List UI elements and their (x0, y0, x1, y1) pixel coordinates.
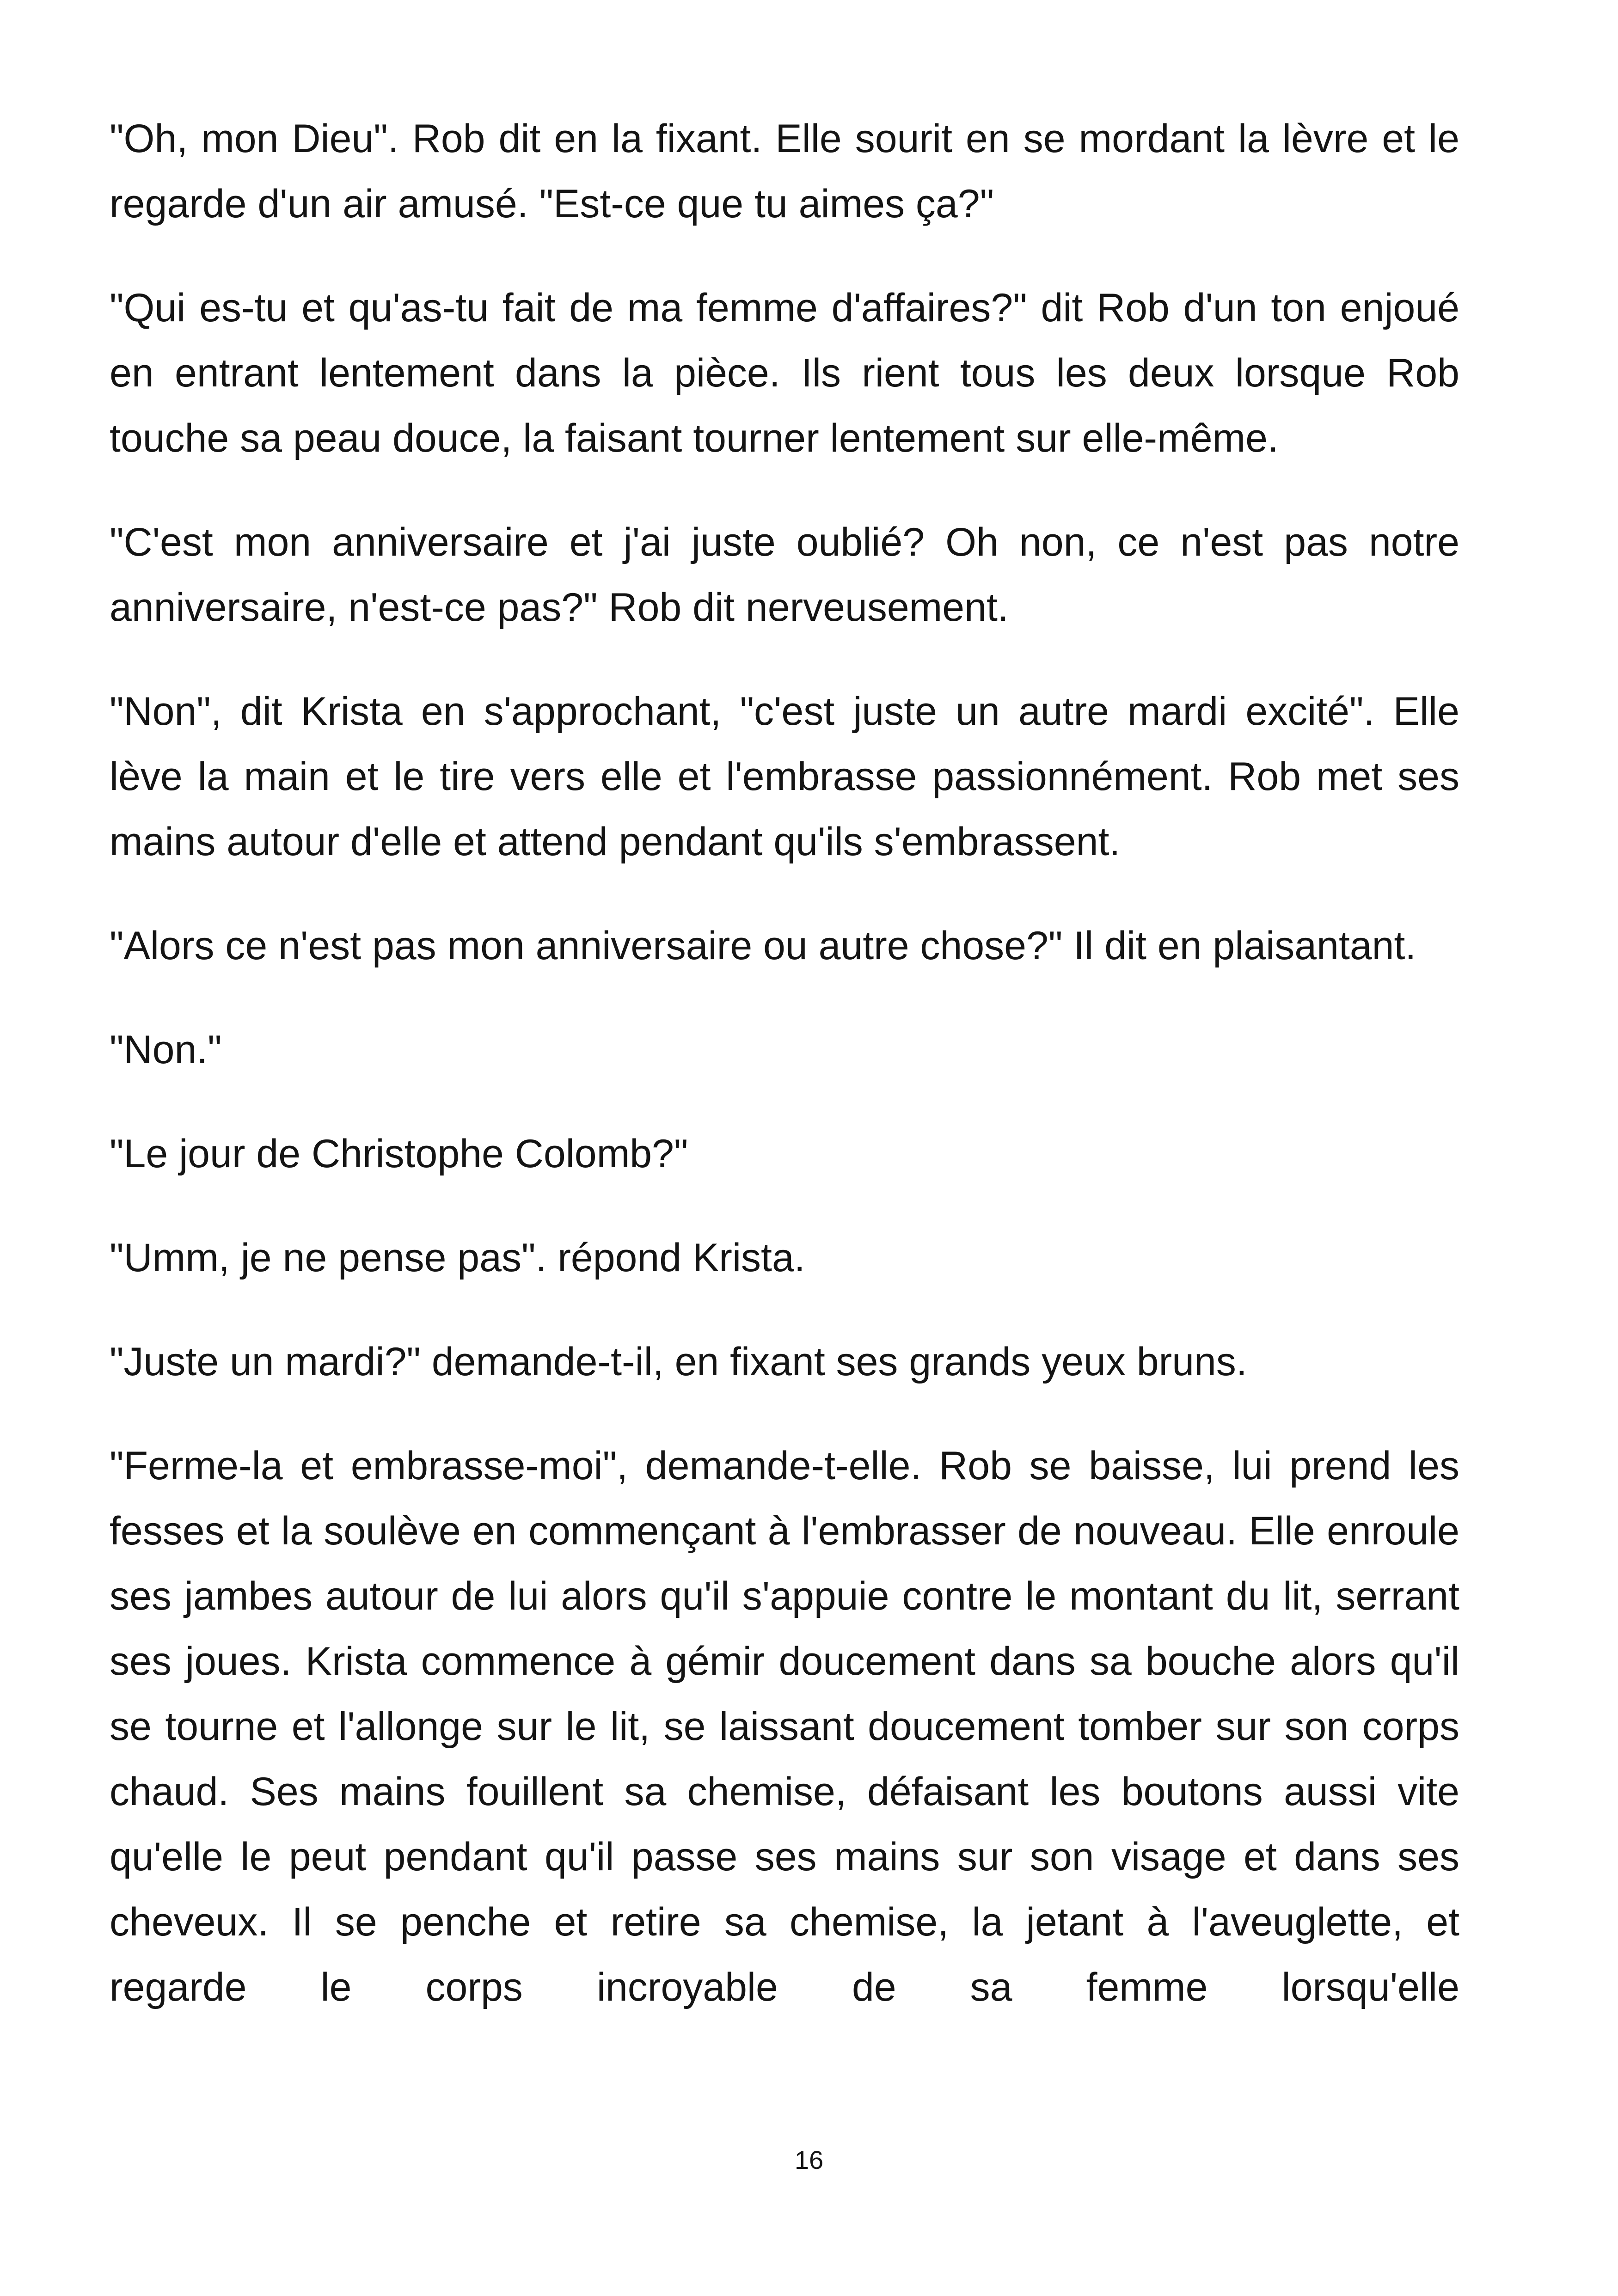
page-number: 16 (794, 2145, 824, 2174)
paragraph: "C'est mon anniversaire et j'ai juste oublié? Oh non, ce n'est pas notre anniversaire, n'est-ce pas?" Rob dit nerveusement. (110, 520, 1459, 630)
paragraph: "Non", dit Krista en s'approchant, "c'est juste un autre mardi excité". Elle lève la main et le tire vers elle et l'embrasse passionnément. Rob met ses mains autour d'elle et attend pendant qu'ils s'embrassent. (110, 689, 1459, 864)
body-text (110, 106, 1459, 2020)
paragraph: "Ferme-la et embrasse-moi", demande-t-elle. Rob se baisse, lui prend les fesses et la soulève en commençant à l'embrasser de nouveau. Elle enroule ses jambes autour de lui alors qu'il s'appuie contre le montant du lit, serrant ses joues. Krista commence à gémir doucement dans sa bouche alors qu'il se tourne et l'allonge sur le lit, se laissant doucement tomber sur son corps chaud. Ses mains fouillent sa chemise, défaisant les boutons aussi vite qu'elle le peut pendant qu'il passe ses mains sur son visage et dans ses cheveux. Il se penche et retire sa chemise, la jetant à l'aveuglette, et regarde le corps incroyable de sa femme lorsqu'elle (110, 1444, 1459, 2009)
paragraph: "Qui es-tu et qu'as-tu fait de ma femme d'affaires?" dit Rob d'un ton enjoué en entrant lentement dans la pièce. Ils rient tous les deux lorsque Rob touche sa peau douce, la faisant tourner lentement sur elle-même. (110, 286, 1459, 460)
paragraph: "Le jour de Christophe Colomb?" (110, 1132, 688, 1176)
paragraph: "Oh, mon Dieu". Rob dit en la fixant. Elle sourit en se mordant la lèvre et le regarde d'un air amusé. "Est-ce que tu aimes ça?" (110, 116, 1459, 226)
paragraph: "Umm, je ne pense pas". répond Krista. (110, 1236, 805, 1280)
paragraph: "Juste un mardi?" demande-t-il, en fixant ses grands yeux bruns. (110, 1340, 1247, 1384)
paragraph: "Alors ce n'est pas mon anniversaire ou autre chose?" Il dit en plaisantant. (110, 924, 1416, 968)
paragraph: "Non." (110, 1028, 222, 1072)
